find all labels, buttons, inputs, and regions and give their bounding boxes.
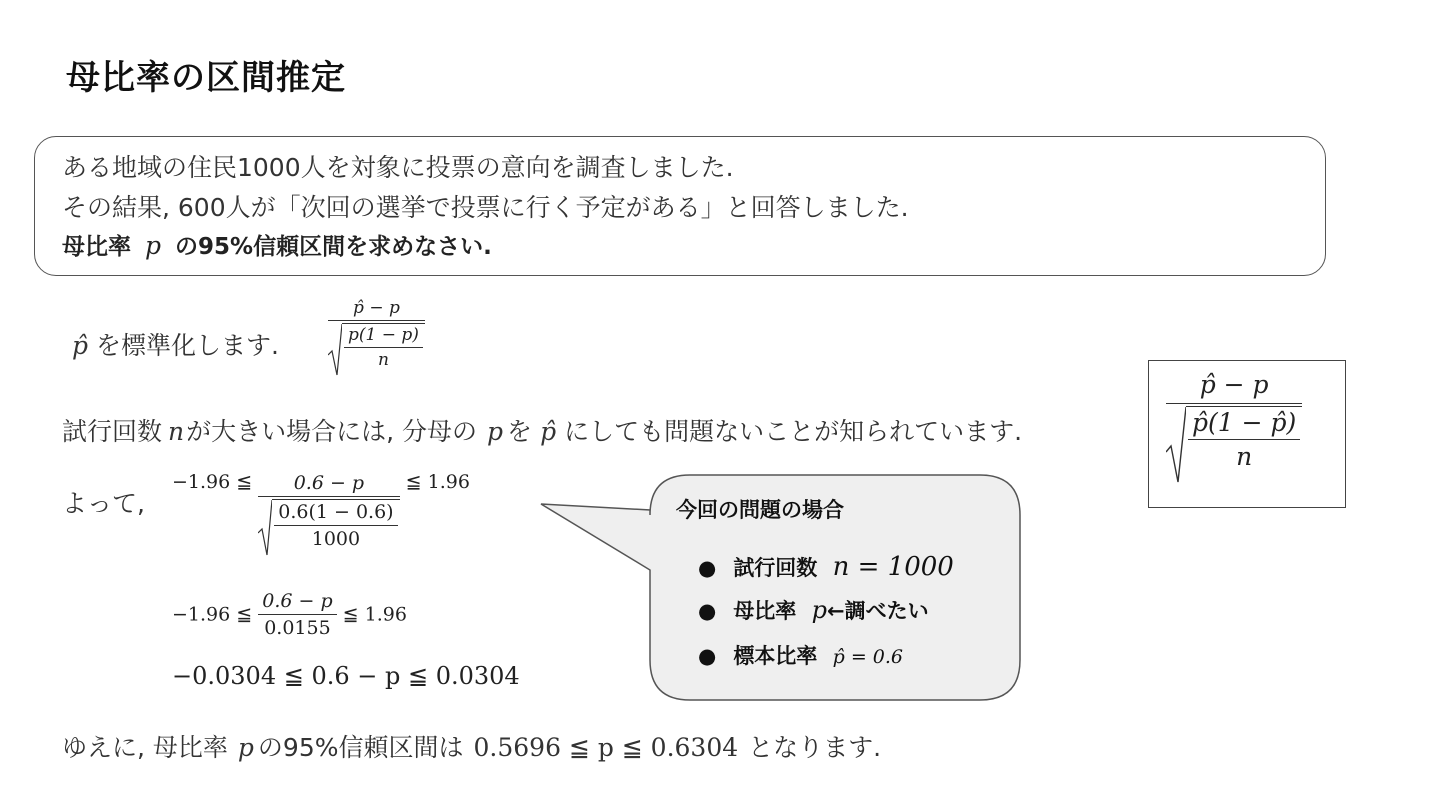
question-line-3-suffix: の95%信頼区間を求めなさい.	[175, 234, 492, 260]
replace-note-n: n	[168, 417, 185, 446]
bubble-item-label: 試行回数	[733, 556, 818, 580]
derivation-l1-right: ≦ 1.96	[405, 471, 470, 493]
derivation-l1-num: 0.6 − p	[293, 472, 365, 494]
derivation-l1-rad-num: 0.6(1 − 0.6)	[278, 501, 394, 523]
sqrt-icon	[258, 499, 272, 557]
conclusion-math: 0.5696 ≦ p ≦ 0.6304	[473, 733, 739, 762]
question-line-3-prefix: 母比率	[62, 234, 131, 260]
question-var-p: p	[145, 231, 162, 260]
standardize-label: を標準化します.	[95, 331, 279, 360]
replace-note-t3: を	[507, 417, 533, 446]
conclusion-p: p	[237, 733, 254, 762]
conclusion-t1: ゆえに, 母比率	[62, 733, 228, 762]
replace-note-phat: p̂	[540, 417, 557, 446]
bubble-item-math: n = 1000	[832, 552, 954, 582]
derivation-l2-right: ≦ 1.96	[342, 603, 407, 626]
derivation-l2-left: −1.96 ≦	[172, 603, 253, 626]
standardize-numerator: p̂ − p	[353, 298, 400, 318]
bubble-item-math: p̂ = 0.6	[832, 646, 904, 668]
boxed-radicand-num: p̂(1 − p̂)	[1192, 408, 1297, 437]
bubble-item-population-ratio	[698, 595, 929, 625]
sqrt-icon	[328, 323, 342, 377]
bullet-icon: ●	[698, 644, 717, 668]
bullet-icon: ●	[698, 599, 717, 623]
replace-note-t2: が大きい場合には, 分母の	[186, 417, 478, 446]
bubble-title: 今回の問題の場合	[676, 498, 844, 522]
replace-note-p: p	[487, 417, 504, 446]
derivation-intro: よって,	[62, 489, 145, 518]
derivation-l1-rad-den: 1000	[311, 528, 361, 550]
standardize-var: p̂	[72, 331, 89, 360]
conclusion-t2: の95%信頼区間は	[257, 733, 464, 762]
page-title: 母比率の区間推定	[66, 58, 346, 98]
bubble-item-sample-ratio	[698, 640, 903, 670]
question-line-1: ある地域の住民1000人を対象に投票の意向を調査しました.	[62, 153, 734, 182]
bubble-item-extra: ←調べたい	[827, 599, 929, 623]
standardize-radicand-den: n	[377, 350, 389, 370]
derivation-line-3: −0.0304 ≦ 0.6 − p ≦ 0.0304	[172, 662, 520, 690]
boxed-formula-content	[1166, 370, 1302, 490]
bubble-item-label: 標本比率	[733, 644, 818, 668]
boxed-radicand-den: n	[1236, 442, 1253, 471]
question-line-2: その結果, 600人が「次回の選挙で投票に行く予定がある」と回答しました.	[62, 193, 909, 222]
derivation-line-1	[172, 472, 470, 562]
question-line-3	[62, 228, 492, 261]
replace-note-t1: 試行回数	[62, 417, 163, 446]
replace-note-t4: にしても問題ないことが知られています.	[564, 417, 1023, 446]
derivation-line-2	[172, 590, 407, 639]
bubble-item-math: p	[811, 596, 827, 624]
derivation-l1-left: −1.96 ≦	[172, 471, 253, 493]
bullet-icon: ●	[698, 556, 717, 580]
standardize-radicand-num: p(1 − p)	[348, 325, 419, 345]
bubble-item-trials	[698, 552, 954, 582]
derivation-l2-den: 0.0155	[264, 617, 331, 639]
derivation-l2-num: 0.6 − p	[262, 590, 333, 612]
boxed-numerator: p̂ − p	[1199, 370, 1269, 399]
bubble-item-label: 母比率	[733, 599, 797, 623]
standardize-formula	[328, 298, 425, 382]
conclusion-t3: となります.	[748, 733, 882, 762]
replace-note	[62, 412, 1022, 448]
conclusion	[62, 728, 881, 764]
standardize-text	[72, 326, 279, 362]
sqrt-icon	[1166, 406, 1186, 484]
